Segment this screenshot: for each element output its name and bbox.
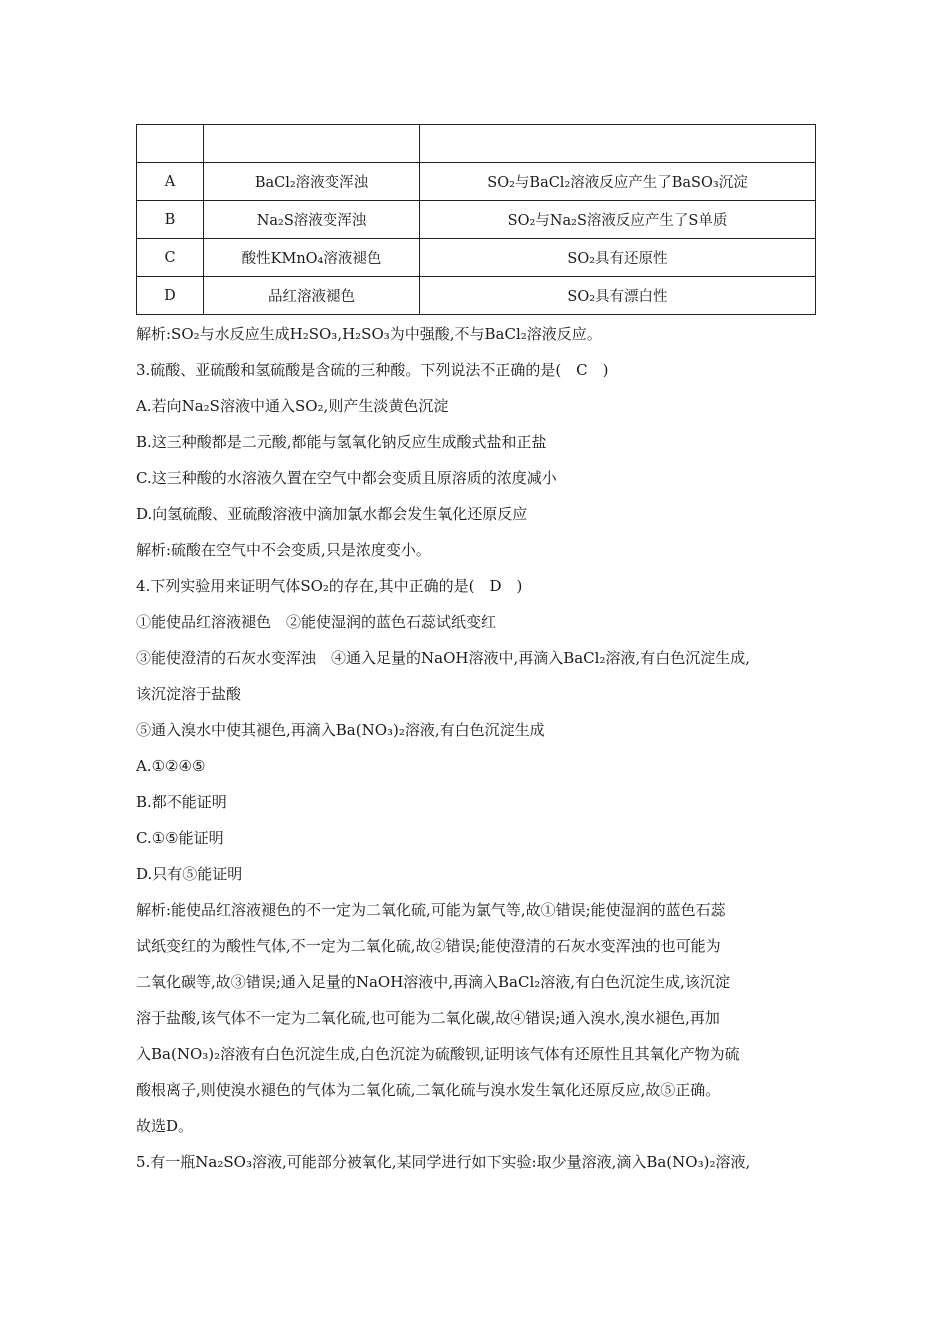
table-row [137, 201, 816, 239]
analysis-text: 酸根离子,则使溴水褪色的气体为二氧化硫,二氧化硫与溴水发生氧化还原反应,故⑤正确。 [136, 1081, 721, 1099]
table-row [137, 277, 816, 315]
option-a: A.若向Na₂S溶液中通入SO₂,则产生淡黄色沉淀 [136, 397, 449, 415]
table-cell: SO₂与BaCl₂溶液反应产生了BaSO₃沉淀 [420, 163, 816, 201]
statement-line: ⑤通入溴水中使其褪色,再滴入Ba(NO₃)₂溶液,有白色沉淀生成 [136, 721, 545, 739]
table-cell [137, 125, 204, 163]
table-cell: D [137, 277, 204, 315]
question-5: 5.有一瓶Na₂SO₃溶液,可能部分被氧化,某同学进行如下实验:取少量溶液,滴入Ba(NO₃)₂溶液, [136, 1153, 751, 1171]
table-cell: B [137, 201, 204, 239]
analysis-text: 解析:硫酸在空气中不会变质,只是浓度变小。 [136, 541, 431, 559]
analysis-text: 二氧化碳等,故③错误;通入足量的NaOH溶液中,再滴入BaCl₂溶液,有白色沉淀生成,该沉淀 [136, 973, 730, 991]
table-cell: 酸性KMnO₄溶液褪色 [204, 239, 420, 277]
analysis-text: 解析:SO₂与水反应生成H₂SO₃,H₂SO₃为中强酸,不与BaCl₂溶液反应。 [136, 325, 602, 343]
statement-line: 该沉淀溶于盐酸 [136, 685, 242, 703]
option-d: D.只有⑤能证明 [136, 865, 243, 883]
table-cell: C [137, 239, 204, 277]
table-cell: Na₂S溶液变浑浊 [204, 201, 420, 239]
statement-line: ③能使澄清的石灰水变浑浊 ④通入足量的NaOH溶液中,再滴入BaCl₂溶液,有白色沉淀生成, [136, 649, 751, 667]
table-cell: SO₂具有漂白性 [420, 277, 816, 315]
table-cell: BaCl₂溶液变浑浊 [204, 163, 420, 201]
question-3: 3.硫酸、亚硫酸和氢硫酸是含硫的三种酸。下列说法不正确的是( C ) [136, 361, 609, 379]
document-body [136, 316, 826, 1180]
table-row [137, 239, 816, 277]
table-header-row [137, 125, 816, 163]
table-cell: 品红溶液褪色 [204, 277, 420, 315]
analysis-text: 溶于盐酸,该气体不一定为二氧化硫,也可能为二氧化碳,故④错误;通入溴水,溴水褪色,再加 [136, 1009, 720, 1027]
option-d: D.向氢硫酸、亚硫酸溶液中滴加氯水都会发生氧化还原反应 [136, 505, 528, 523]
analysis-text: 入Ba(NO₃)₂溶液有白色沉淀生成,白色沉淀为硫酸钡,证明该气体有还原性且其氧化产物为硫 [136, 1045, 740, 1063]
table-cell: A [137, 163, 204, 201]
table-row [137, 163, 816, 201]
option-c: C.这三种酸的水溶液久置在空气中都会变质且原溶质的浓度减小 [136, 469, 557, 487]
analysis-text: 试纸变红的为酸性气体,不一定为二氧化硫,故②错误;能使澄清的石灰水变浑浊的也可能为 [136, 937, 721, 955]
option-b: B.这三种酸都是二元酸,都能与氢氧化钠反应生成酸式盐和正盐 [136, 433, 547, 451]
analysis-text: 解析:能使品红溶液褪色的不一定为二氧化硫,可能为氯气等,故①错误;能使湿润的蓝色石蕊 [136, 901, 726, 919]
option-a: A.①②④⑤ [136, 757, 206, 775]
question-4: 4.下列实验用来证明气体SO₂的存在,其中正确的是( D ) [136, 577, 523, 595]
table-cell: SO₂具有还原性 [420, 239, 816, 277]
table-cell: SO₂与Na₂S溶液反应产生了S单质 [420, 201, 816, 239]
experiment-table [136, 124, 816, 315]
option-c: C.①⑤能证明 [136, 829, 224, 847]
analysis-text: 故选D。 [136, 1117, 194, 1135]
option-b: B.都不能证明 [136, 793, 227, 811]
statement-line: ①能使品红溶液褪色 ②能使湿润的蓝色石蕊试纸变红 [136, 613, 497, 631]
table-cell [420, 125, 816, 163]
table-cell [204, 125, 420, 163]
